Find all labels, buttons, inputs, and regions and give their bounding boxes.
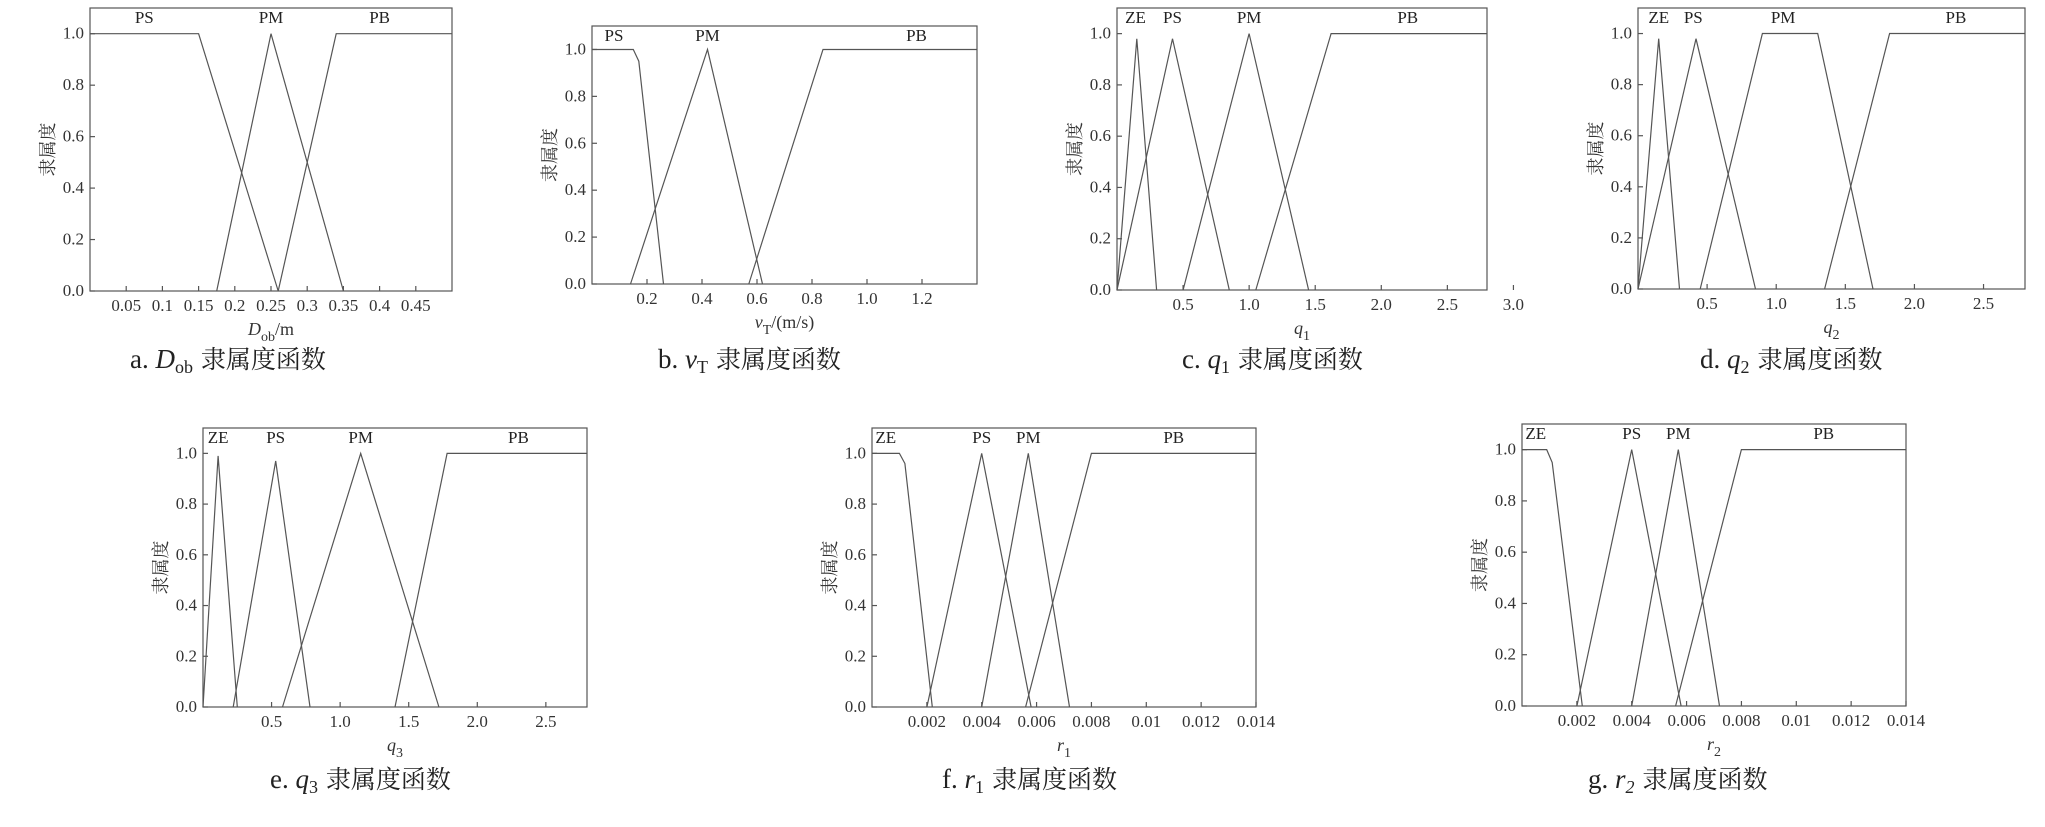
- x-axis-label: $q_2$: [1823, 317, 1840, 343]
- y-tick-label: 0.4: [175, 595, 197, 615]
- series-label-ps: PS: [1622, 424, 1642, 443]
- y-tick-label: 0.4: [1089, 177, 1111, 197]
- series-label-pm: PM: [258, 8, 284, 27]
- x-tick-label: 0.4: [368, 296, 391, 315]
- y-tick-label: 0.6: [564, 133, 586, 153]
- x-tick-label: 1.5: [398, 712, 420, 731]
- x-tick-label: 0.004: [962, 712, 1001, 731]
- chart-panel-a: [38, 6, 456, 351]
- x-tick-label: 0.3: [296, 296, 318, 315]
- x-tick-label: 0.6: [746, 289, 768, 308]
- y-tick-label: 0.8: [1610, 74, 1632, 94]
- series-label-pb: PB: [508, 428, 529, 447]
- caption-subscript: T: [696, 357, 708, 377]
- x-tick-label: 1.5: [1304, 295, 1326, 314]
- x-tick-label: 0.006: [1667, 711, 1706, 730]
- y-tick-label: 0.0: [62, 281, 84, 300]
- y-tick-label: 0.8: [1089, 74, 1111, 94]
- y-tick-label: 0.6: [175, 544, 197, 564]
- y-axis-label: 隶属度: [1065, 122, 1086, 176]
- caption-b: [658, 340, 841, 378]
- series-line-ps: [927, 453, 1031, 707]
- y-tick-label: 0.4: [844, 595, 866, 615]
- series-label-pm: PM: [1770, 8, 1796, 27]
- series-label-pm: PM: [1236, 8, 1262, 27]
- series-label-pb: PB: [1813, 424, 1835, 443]
- y-tick-label: 0.6: [844, 544, 866, 564]
- y-tick-label: 0.0: [1610, 279, 1632, 298]
- y-tick-label: 1.0: [1494, 439, 1516, 459]
- series-line-ps: [592, 50, 664, 285]
- series-label-pm: PM: [1016, 428, 1041, 447]
- y-tick-label: 0.2: [844, 646, 866, 666]
- y-tick-label: 1.0: [175, 443, 197, 463]
- chart-svg-a: [38, 6, 456, 351]
- series-line-ze: [1117, 39, 1157, 290]
- caption-variable: r: [964, 764, 976, 794]
- series-label-ze: ZE: [1125, 8, 1146, 27]
- series-label-ze: ZE: [875, 428, 897, 447]
- series-label-ps: PS: [972, 428, 992, 447]
- y-tick-label: 0.2: [175, 646, 197, 666]
- caption-prefix: a.: [130, 344, 156, 374]
- x-tick-label: 0.002: [1557, 711, 1596, 730]
- caption-prefix: f.: [942, 764, 965, 794]
- series-label-ps: PS: [266, 428, 286, 447]
- caption-text: 隶属度函数: [1749, 345, 1883, 374]
- chart-svg-f: [820, 426, 1276, 767]
- x-tick-label: 3.0: [1502, 295, 1525, 314]
- caption-text: 隶属度函数: [1634, 765, 1768, 794]
- caption-variable: q: [1207, 344, 1221, 374]
- series-label-ps: PS: [604, 26, 624, 45]
- y-tick-label: 1.0: [844, 443, 866, 463]
- x-tick-label: 0.4: [691, 289, 713, 308]
- caption-variable: r: [1615, 764, 1626, 794]
- caption-subscript: 1: [975, 777, 985, 797]
- y-tick-label: 0.2: [1494, 644, 1516, 664]
- x-tick-label: 1.0: [856, 289, 878, 308]
- series-line-pm: [1700, 34, 1873, 290]
- x-tick-label: 1.2: [911, 289, 933, 308]
- x-tick-label: 2.0: [466, 712, 488, 731]
- plot-frame: [872, 428, 1256, 707]
- chart-svg-e: [151, 426, 591, 767]
- x-axis-label: $v_T/(m/s)$: [754, 312, 815, 338]
- series-line-pm: [982, 453, 1070, 707]
- x-tick-label: 0.01: [1131, 712, 1162, 731]
- y-tick-label: 0.0: [564, 274, 586, 293]
- caption-text: 隶属度函数: [192, 345, 326, 374]
- y-axis-label: 隶属度: [151, 540, 172, 595]
- series-label-ps: PS: [134, 8, 154, 27]
- caption-variable: v: [685, 344, 697, 374]
- y-tick-label: 0.2: [564, 227, 586, 247]
- series-label-pb: PB: [1163, 428, 1185, 447]
- series-label-ze: ZE: [1648, 8, 1670, 27]
- x-tick-label: 2.0: [1903, 294, 1926, 313]
- series-label-ps: PS: [1163, 8, 1182, 27]
- y-tick-label: 1.0: [62, 23, 84, 43]
- caption-prefix: c.: [1182, 344, 1208, 374]
- series-line-ps: [90, 34, 278, 291]
- caption-g: [1588, 760, 1767, 798]
- x-tick-label: 2.5: [1972, 294, 1995, 313]
- y-tick-label: 0.4: [62, 178, 84, 198]
- chart-panel-c: [1065, 6, 1525, 350]
- caption-e: [270, 760, 451, 798]
- x-tick-label: 0.012: [1182, 712, 1221, 731]
- x-tick-label: 0.2: [636, 289, 658, 308]
- y-tick-label: 0.8: [175, 494, 197, 514]
- caption-subscript: 2: [1625, 777, 1635, 797]
- series-label-pb: PB: [369, 8, 390, 27]
- x-tick-label: 0.014: [1886, 711, 1926, 730]
- caption-prefix: b.: [658, 344, 685, 374]
- y-tick-label: 0.8: [564, 86, 586, 106]
- y-tick-label: 1.0: [1089, 23, 1111, 43]
- y-tick-label: 0.4: [1494, 593, 1516, 613]
- caption-text: 隶属度函数: [707, 345, 841, 374]
- series-line-pb: [1256, 34, 1487, 290]
- y-tick-label: 0.6: [1494, 542, 1516, 562]
- x-tick-label: 2.5: [1436, 295, 1458, 314]
- series-label-pm: PM: [348, 428, 374, 447]
- caption-variable: q: [1727, 344, 1741, 374]
- y-tick-label: 0.2: [62, 229, 84, 249]
- y-tick-label: 0.2: [1610, 227, 1632, 247]
- x-tick-label: 2.5: [535, 712, 557, 731]
- x-tick-label: 1.0: [1765, 294, 1787, 313]
- chart-svg-c: [1065, 6, 1525, 350]
- caption-subscript: 1: [1220, 357, 1230, 377]
- series-label-pm: PM: [1666, 424, 1691, 443]
- x-tick-label: 0.01: [1781, 711, 1812, 730]
- caption-c: [1182, 340, 1363, 378]
- series-line-pm: [1183, 34, 1309, 290]
- x-tick-label: 0.35: [328, 296, 359, 315]
- y-tick-label: 0.8: [62, 75, 84, 95]
- x-tick-label: 1.0: [1238, 295, 1260, 314]
- y-tick-label: 0.4: [564, 180, 586, 200]
- series-label-ze: ZE: [207, 428, 229, 447]
- series-line-ze: [1638, 39, 1680, 289]
- series-line-pb: [749, 50, 977, 285]
- caption-d: [1700, 340, 1882, 378]
- y-tick-label: 0.8: [1494, 490, 1516, 510]
- x-axis-label: $q_3$: [387, 735, 403, 761]
- y-axis-label: 隶属度: [1470, 538, 1491, 592]
- caption-variable: D: [155, 344, 175, 374]
- chart-panel-f: [820, 426, 1276, 767]
- caption-prefix: e.: [270, 764, 296, 794]
- y-tick-label: 0.0: [1089, 280, 1111, 299]
- plot-frame: [1117, 8, 1487, 290]
- series-line-pb: [1825, 34, 2025, 290]
- y-tick-label: 0.6: [1610, 125, 1632, 145]
- chart-svg-d: [1586, 6, 2029, 349]
- x-tick-label: 0.15: [183, 296, 214, 315]
- plot-frame: [1638, 8, 2025, 289]
- x-tick-label: 0.014: [1236, 712, 1276, 731]
- x-tick-label: 0.5: [260, 712, 283, 731]
- chart-panel-d: [1586, 6, 2029, 349]
- caption-subscript: 2: [1740, 357, 1750, 377]
- y-axis-label: 隶属度: [540, 128, 561, 182]
- series-line-ze: [1522, 450, 1582, 706]
- x-tick-label: 0.5: [1696, 294, 1718, 313]
- plot-frame: [203, 428, 587, 707]
- x-tick-label: 1.5: [1834, 294, 1856, 313]
- chart-panel-g: [1470, 422, 1926, 766]
- series-line-pb: [1026, 453, 1256, 707]
- y-tick-label: 0.0: [175, 697, 197, 716]
- y-tick-label: 0.4: [1610, 176, 1632, 196]
- y-tick-label: 1.0: [564, 39, 586, 59]
- series-line-pb: [395, 453, 587, 707]
- caption-subscript: 3: [308, 777, 318, 797]
- y-tick-label: 0.8: [844, 494, 866, 514]
- x-axis-label: $r_2$: [1706, 734, 1722, 760]
- y-tick-label: 0.6: [1089, 126, 1111, 146]
- y-tick-label: 0.0: [1494, 696, 1516, 715]
- x-tick-label: 0.004: [1612, 711, 1651, 730]
- y-tick-label: 0.6: [62, 126, 84, 146]
- series-label-pb: PB: [906, 26, 927, 45]
- x-tick-label: 2.0: [1370, 295, 1392, 314]
- caption-f: [942, 760, 1117, 798]
- x-axis-label: $D_{ob}/m$: [247, 319, 295, 345]
- chart-svg-g: [1470, 422, 1926, 766]
- series-line-ze: [872, 453, 932, 707]
- chart-panel-b: [540, 24, 981, 344]
- caption-prefix: g.: [1588, 764, 1615, 794]
- x-axis-label: $q_1$: [1294, 318, 1310, 344]
- x-tick-label: 0.8: [801, 289, 823, 308]
- series-line-pm: [283, 453, 439, 707]
- series-label-pm: PM: [695, 26, 720, 45]
- x-tick-label: 0.008: [1072, 712, 1111, 731]
- series-line-ze: [203, 456, 237, 707]
- plot-frame: [90, 8, 452, 291]
- y-axis-label: 隶属度: [38, 122, 59, 177]
- x-tick-label: 0.5: [1172, 295, 1194, 314]
- caption-prefix: d.: [1700, 344, 1727, 374]
- series-line-pm: [217, 34, 344, 291]
- x-tick-label: 0.012: [1832, 711, 1871, 730]
- caption-text: 隶属度函数: [984, 765, 1117, 794]
- x-tick-label: 0.2: [224, 296, 246, 315]
- series-line-ps: [233, 461, 310, 707]
- series-label-ps: PS: [1683, 8, 1703, 27]
- x-tick-label: 1.0: [329, 712, 351, 731]
- chart-panel-e: [151, 426, 591, 767]
- series-label-ze: ZE: [1525, 424, 1547, 443]
- y-tick-label: 0.0: [844, 697, 866, 716]
- series-line-ps: [1577, 450, 1681, 706]
- caption-a: [130, 340, 326, 378]
- x-tick-label: 0.002: [907, 712, 946, 731]
- y-tick-label: 0.2: [1089, 228, 1111, 248]
- caption-subscript: ob: [174, 357, 193, 377]
- series-label-pb: PB: [1397, 8, 1419, 27]
- x-tick-label: 0.45: [400, 296, 431, 315]
- series-line-pb: [278, 34, 452, 291]
- y-axis-label: 隶属度: [820, 540, 841, 595]
- series-line-pb: [1676, 450, 1906, 706]
- x-tick-label: 0.05: [111, 296, 142, 315]
- plot-frame: [1522, 424, 1906, 706]
- chart-svg-b: [540, 24, 981, 344]
- x-tick-label: 0.25: [256, 296, 286, 315]
- x-tick-label: 0.1: [151, 296, 174, 315]
- series-label-pb: PB: [1945, 8, 1967, 27]
- caption-text: 隶属度函数: [317, 765, 451, 794]
- caption-text: 隶属度函数: [1229, 345, 1363, 374]
- x-tick-label: 0.006: [1017, 712, 1056, 731]
- x-tick-label: 0.008: [1722, 711, 1761, 730]
- y-axis-label: 隶属度: [1586, 121, 1607, 176]
- caption-variable: q: [295, 764, 309, 794]
- y-tick-label: 1.0: [1610, 23, 1632, 43]
- x-axis-label: $r_1$: [1056, 735, 1072, 761]
- series-line-pm: [1632, 450, 1720, 706]
